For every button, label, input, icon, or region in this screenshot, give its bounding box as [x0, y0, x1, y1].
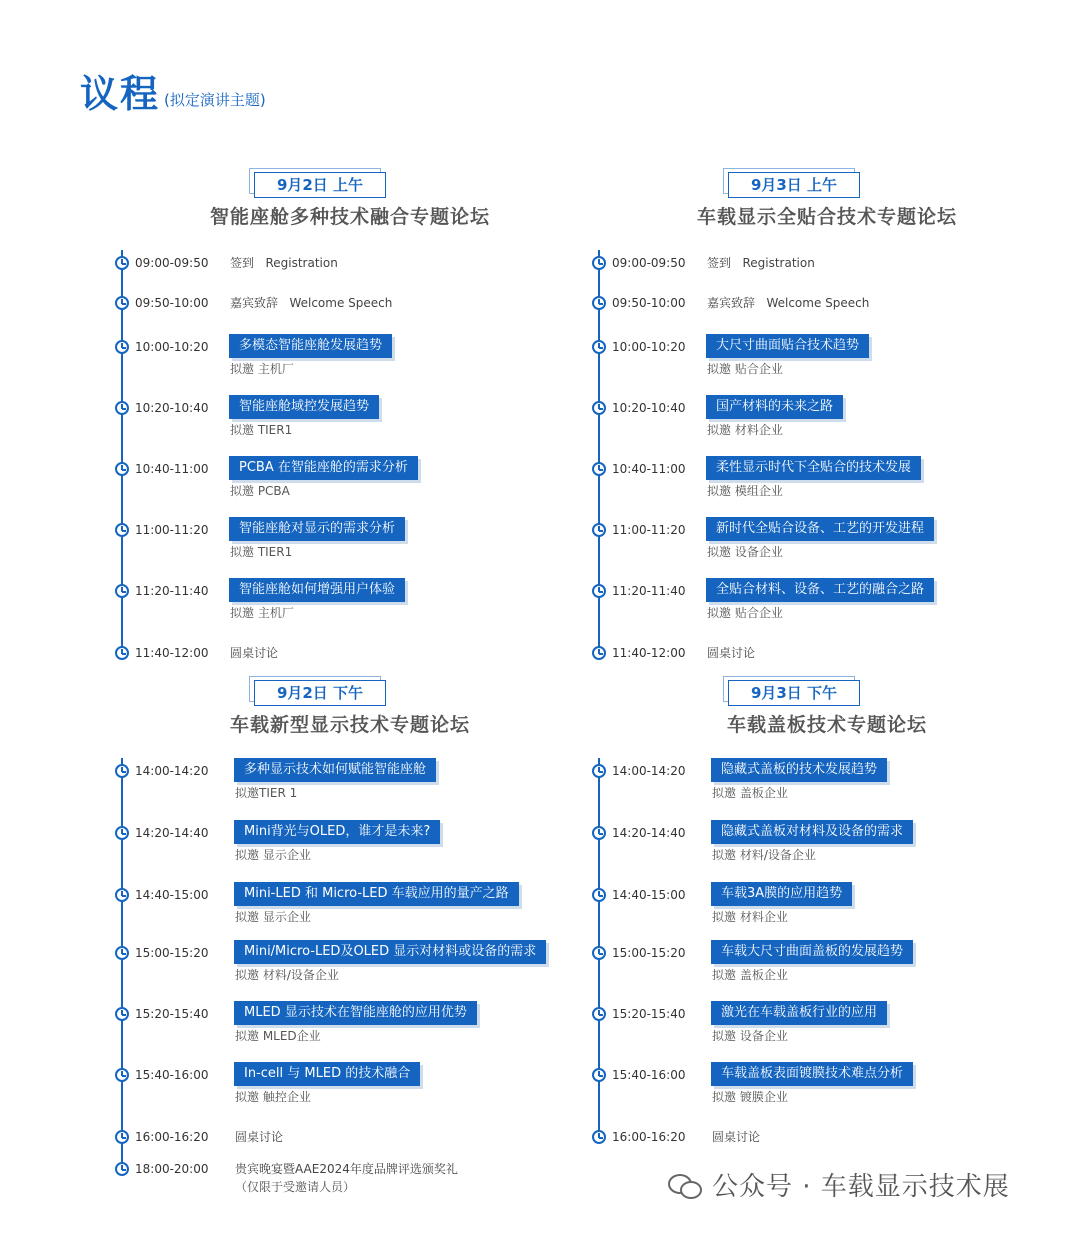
time-slot: 11:20-11:40	[612, 584, 686, 598]
agenda-item	[592, 644, 1052, 664]
wechat-icon	[668, 1172, 702, 1198]
topic-label: 柔性显示时代下全贴合的技术发展	[706, 456, 921, 480]
time-slot: 09:50-10:00	[135, 296, 209, 310]
clock-icon	[592, 826, 606, 840]
agenda-item	[115, 762, 575, 800]
agenda-item	[115, 1160, 575, 1194]
clock-icon	[115, 296, 129, 310]
agenda-item	[115, 944, 575, 982]
agenda-item	[592, 294, 1052, 314]
time-slot: 10:20-10:40	[135, 401, 209, 415]
topic-label: 激光在车载盖板行业的应用	[711, 1001, 887, 1025]
session-label: 嘉宾致辞 Welcome Speech	[230, 296, 393, 310]
clock-icon	[592, 340, 606, 354]
agenda-item	[115, 460, 575, 498]
clock-icon	[115, 1130, 129, 1144]
invitee-label: 拟邀 材料/设备企业	[235, 968, 339, 982]
agenda-item	[592, 338, 1052, 376]
agenda-item	[592, 1128, 1052, 1148]
topic-label: 大尺寸曲面贴合技术趋势	[706, 334, 869, 358]
agenda-item	[592, 1066, 1052, 1104]
topic-label: 新时代全贴合设备、工艺的开发进程	[706, 517, 934, 541]
invitee-label: 拟邀 主机厂	[230, 606, 294, 620]
agenda-item	[592, 399, 1052, 437]
time-slot: 14:00-14:20	[612, 764, 686, 778]
invitee-label: 拟邀 主机厂	[230, 362, 294, 376]
topic-label: Mini-LED 和 Micro-LED 车载应用的量产之路	[234, 882, 519, 906]
agenda-item	[592, 944, 1052, 982]
page-header	[80, 72, 266, 116]
agenda-item	[592, 886, 1052, 924]
topic-label: 国产材料的未来之路	[706, 395, 843, 419]
time-slot: 11:00-11:20	[135, 523, 209, 537]
session-label: 签到 Registration	[230, 256, 338, 270]
clock-icon	[115, 401, 129, 415]
time-slot: 16:00-16:20	[135, 1130, 209, 1144]
agenda-item	[115, 1128, 575, 1148]
invitee-label: 拟邀 贴合企业	[707, 606, 783, 620]
time-slot: 10:00-10:20	[612, 340, 686, 354]
invitee-label: 拟邀 镀膜企业	[712, 1090, 788, 1104]
invitee-label: 拟邀 模组企业	[707, 484, 783, 498]
time-slot: 10:20-10:40	[612, 401, 686, 415]
agenda-item	[592, 762, 1052, 800]
agenda-item	[115, 1066, 575, 1104]
clock-icon	[592, 256, 606, 270]
time-slot: 09:50-10:00	[612, 296, 686, 310]
time-slot: 15:20-15:40	[612, 1007, 686, 1021]
clock-icon	[115, 888, 129, 902]
invitee-label: 拟邀 材料/设备企业	[712, 848, 816, 862]
time-slot: 16:00-16:20	[612, 1130, 686, 1144]
section-title: 智能座舱多种技术融合专题论坛	[209, 206, 490, 228]
session-note: （仅限于受邀请人员）	[235, 1180, 356, 1194]
clock-icon	[115, 340, 129, 354]
agenda-item	[592, 254, 1052, 274]
clock-icon	[592, 764, 606, 778]
time-slot: 18:00-20:00	[135, 1162, 209, 1176]
clock-icon	[115, 1068, 129, 1082]
session-label: 圆桌讨论	[707, 646, 756, 660]
invitee-label: 拟邀 贴合企业	[707, 362, 783, 376]
time-slot: 09:00-09:50	[135, 256, 209, 270]
agenda-item	[115, 521, 575, 559]
page-title: 议程	[80, 72, 161, 116]
time-slot: 15:00-15:20	[612, 946, 686, 960]
date-label: 9月2日 上午	[254, 172, 386, 198]
agenda-item	[115, 254, 575, 274]
invitee-label: 拟邀 盖板企业	[712, 786, 788, 800]
time-slot: 14:20-14:40	[135, 826, 209, 840]
invitee-label: 拟邀 MLED企业	[235, 1029, 321, 1043]
clock-icon	[115, 946, 129, 960]
agenda-section	[115, 168, 585, 728]
topic-label: 多种显示技术如何赋能智能座舱	[234, 758, 436, 782]
session-label: 圆桌讨论	[235, 1130, 284, 1144]
session-label: 签到 Registration	[707, 256, 815, 270]
time-slot: 11:20-11:40	[135, 584, 209, 598]
clock-icon	[592, 888, 606, 902]
clock-icon	[592, 1130, 606, 1144]
topic-label: PCBA 在智能座舱的需求分析	[229, 456, 418, 480]
date-label: 9月2日 下午	[254, 680, 386, 706]
time-slot: 10:40-11:00	[135, 462, 209, 476]
time-slot: 10:40-11:00	[612, 462, 686, 476]
session-label: 圆桌讨论	[712, 1130, 761, 1144]
invitee-label: 拟邀 盖板企业	[712, 968, 788, 982]
agenda-item	[115, 824, 575, 862]
watermark	[668, 1166, 1010, 1203]
agenda-item	[115, 1005, 575, 1043]
invitee-label: 拟邀 设备企业	[712, 1029, 788, 1043]
date-badge	[723, 676, 861, 704]
clock-icon	[115, 764, 129, 778]
invitee-label: 拟邀 触控企业	[235, 1090, 311, 1104]
clock-icon	[115, 646, 129, 660]
clock-icon	[592, 1068, 606, 1082]
time-slot: 15:40-16:00	[135, 1068, 209, 1082]
clock-icon	[115, 462, 129, 476]
topic-label: Mini/Micro-LED及OLED 显示对材料或设备的需求	[234, 940, 546, 964]
date-badge	[249, 168, 387, 196]
page-subtitle: (拟定演讲主题)	[164, 91, 266, 109]
time-slot: 11:00-11:20	[612, 523, 686, 537]
session-label: 贵宾晚宴暨AAE2024年度品牌评选颁奖礼	[235, 1162, 458, 1176]
invitee-label: 拟邀 材料企业	[712, 910, 788, 924]
watermark-text: 公众号 · 车载显示技术展	[712, 1172, 1010, 1202]
date-badge	[723, 168, 861, 196]
agenda-item	[592, 824, 1052, 862]
clock-icon	[115, 584, 129, 598]
time-slot: 15:00-15:20	[135, 946, 209, 960]
topic-label: In-cell 与 MLED 的技术融合	[234, 1062, 420, 1086]
clock-icon	[592, 584, 606, 598]
invitee-label: 拟邀 TIER1	[230, 423, 293, 437]
invitee-label: 拟邀 PCBA	[230, 484, 290, 498]
topic-label: MLED 显示技术在智能座舱的应用优势	[234, 1001, 477, 1025]
time-slot: 15:20-15:40	[135, 1007, 209, 1021]
agenda-item	[115, 886, 575, 924]
invitee-label: 拟邀 设备企业	[707, 545, 783, 559]
clock-icon	[592, 462, 606, 476]
topic-label: 全贴合材料、设备、工艺的融合之路	[706, 578, 934, 602]
invitee-label: 拟邀 材料企业	[707, 423, 783, 437]
topic-label: 车载大尺寸曲面盖板的发展趋势	[711, 940, 913, 964]
clock-icon	[592, 296, 606, 310]
clock-icon	[592, 646, 606, 660]
clock-icon	[115, 1162, 129, 1176]
time-slot: 15:40-16:00	[612, 1068, 686, 1082]
agenda-item	[592, 582, 1052, 620]
topic-label: 车载3A膜的应用趋势	[711, 882, 852, 906]
time-slot: 10:00-10:20	[135, 340, 209, 354]
clock-icon	[115, 523, 129, 537]
section-title: 车载新型显示技术专题论坛	[229, 714, 470, 736]
clock-icon	[592, 523, 606, 537]
agenda-item	[115, 338, 575, 376]
agenda-section	[592, 676, 1062, 1236]
invitee-label: 拟邀 显示企业	[235, 910, 311, 924]
time-slot: 11:40-12:00	[135, 646, 209, 660]
time-slot: 14:20-14:40	[612, 826, 686, 840]
time-slot: 11:40-12:00	[612, 646, 686, 660]
invitee-label: 拟邀TIER 1	[235, 786, 298, 800]
agenda-item	[115, 582, 575, 620]
clock-icon	[115, 1007, 129, 1021]
time-slot: 14:40-15:00	[612, 888, 686, 902]
invitee-label: 拟邀 显示企业	[235, 848, 311, 862]
clock-icon	[592, 401, 606, 415]
time-slot: 14:40-15:00	[135, 888, 209, 902]
clock-icon	[592, 1007, 606, 1021]
agenda-item	[592, 460, 1052, 498]
topic-label: 多模态智能座舱发展趋势	[229, 334, 392, 358]
agenda-section	[592, 168, 1062, 728]
topic-label: 智能座舱对显示的需求分析	[229, 517, 405, 541]
clock-icon	[115, 826, 129, 840]
agenda-item	[115, 644, 575, 664]
invitee-label: 拟邀 TIER1	[230, 545, 293, 559]
topic-label: 智能座舱域控发展趋势	[229, 395, 379, 419]
section-title: 车载盖板技术专题论坛	[726, 714, 927, 736]
date-label: 9月3日 下午	[728, 680, 860, 706]
time-slot: 09:00-09:50	[612, 256, 686, 270]
session-label: 嘉宾致辞 Welcome Speech	[707, 296, 870, 310]
date-badge	[249, 676, 387, 704]
topic-label: 隐藏式盖板对材料及设备的需求	[711, 820, 913, 844]
agenda-item	[592, 521, 1052, 559]
date-label: 9月3日 上午	[728, 172, 860, 198]
topic-label: 车载盖板表面镀膜技术难点分析	[711, 1062, 913, 1086]
topic-label: 隐藏式盖板的技术发展趋势	[711, 758, 887, 782]
timeline-line	[121, 758, 123, 1176]
topic-label: 智能座舱如何增强用户体验	[229, 578, 405, 602]
agenda-section	[115, 676, 585, 1236]
time-slot: 14:00-14:20	[135, 764, 209, 778]
topic-label: Mini背光与OLED，谁才是未来?	[234, 820, 440, 844]
agenda-item	[592, 1005, 1052, 1043]
clock-icon	[592, 946, 606, 960]
session-label: 圆桌讨论	[230, 646, 279, 660]
clock-icon	[115, 256, 129, 270]
agenda-item	[115, 399, 575, 437]
section-title: 车载显示全贴合技术专题论坛	[696, 206, 957, 228]
agenda-item	[115, 294, 575, 314]
